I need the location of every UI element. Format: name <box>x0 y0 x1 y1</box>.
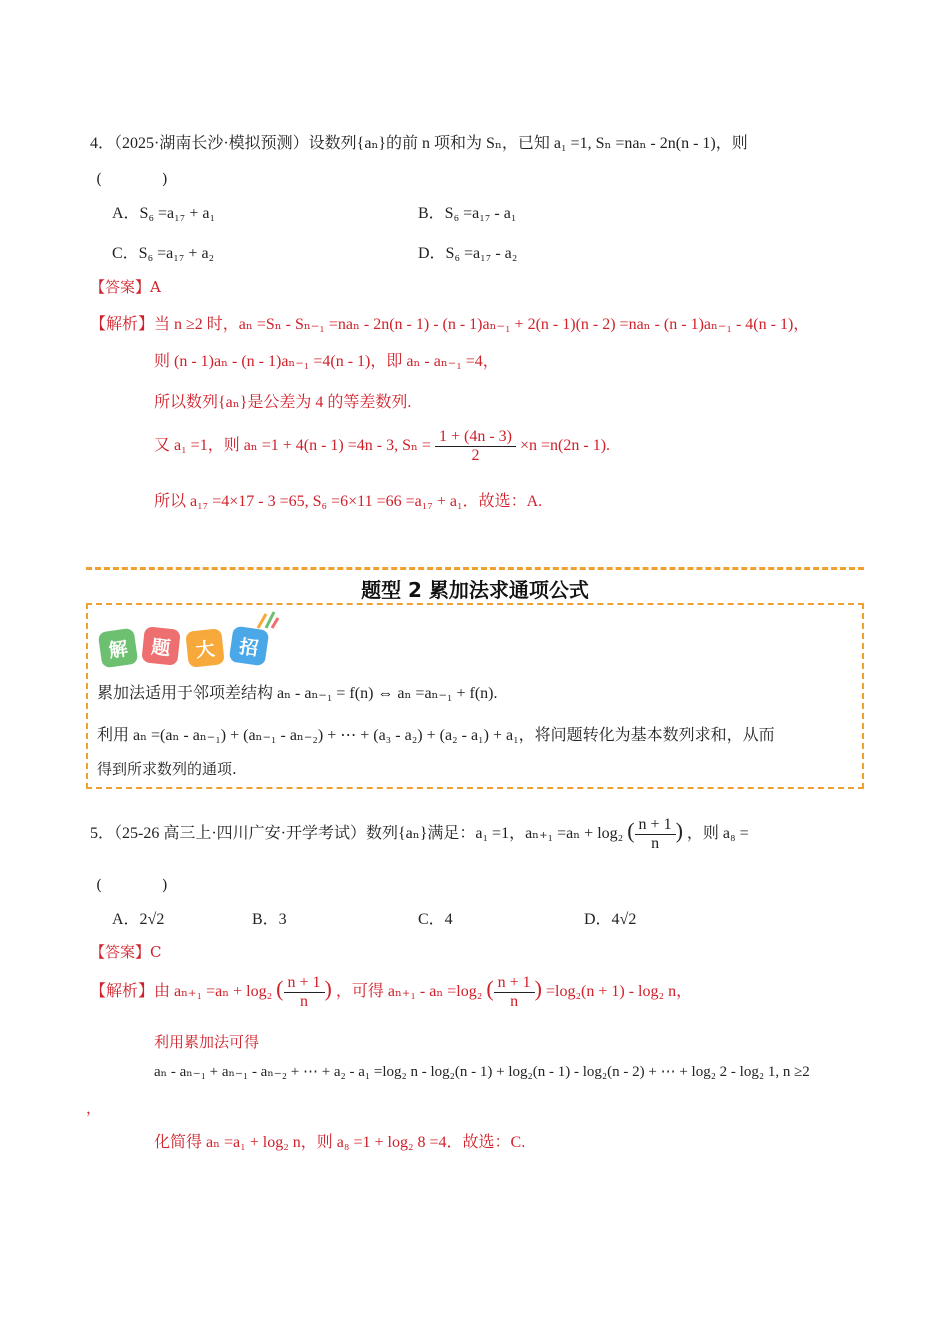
q4-analysis-line-5: 所以 a₁₇ =4×17 - 3 =65, S₆ =6×11 =66 =a₁₇ + a₁．故选：A. <box>154 493 543 510</box>
answer-value: A <box>150 278 161 296</box>
paren-close: ) <box>534 976 542 1002</box>
analysis-text-tail: ×n =n(2n - 1). <box>519 437 611 455</box>
analysis-text: ，可得 aₙ₊₁ - aₙ =log₂ <box>335 983 483 1001</box>
section-top-divider <box>86 567 864 570</box>
analysis-text: 由 aₙ₊₁ =aₙ + log₂ <box>154 983 273 1001</box>
q5-stem-tail: ，则 a₈ = <box>686 825 749 843</box>
paren-open: ( <box>276 976 284 1002</box>
fraction-denominator: n <box>300 993 309 1010</box>
paren-close: ) <box>675 818 683 844</box>
badge-jie: 解 <box>98 628 139 669</box>
q4-option-d: D．S₆ =a₁₇ - a₂ <box>418 245 518 262</box>
tip-line-3: 得到所求数列的通项. <box>97 760 237 778</box>
q5-paren: ( ) <box>96 876 168 894</box>
q4-analysis-line-1 <box>90 311 809 334</box>
fraction-numerator: n + 1 <box>284 974 325 993</box>
q5-analysis-line-1 <box>90 974 692 1011</box>
analysis-text: 又 a₁ =1，则 aₙ =1 + 4(n - 1) =4n - 3, Sₙ = <box>154 437 431 455</box>
answer-value: C <box>150 943 162 961</box>
tip-line-2: 利用 aₙ =(aₙ - aₙ₋₁) + (aₙ₋₁ - aₙ₋₂) + ⋯ + (a₃ - a₂) + (a₂ - a₁) + a₁，将问题转化为基本数列求和，从而 <box>97 727 775 744</box>
analysis-label: 【解析】 <box>90 983 155 1001</box>
q4-answer <box>90 276 161 297</box>
analysis-text: =log₂(n + 1) - log₂ n， <box>546 983 693 1001</box>
q5-option-c: C．4 <box>418 911 453 928</box>
q5-comma: ， <box>86 1099 102 1117</box>
q5-option-a: A．2√2 <box>112 911 165 928</box>
analysis-text: 当 n ≥2 时，aₙ =Sₙ - Sₙ₋₁ =naₙ - 2n(n - 1) - (n - 1)aₙ₋₁ + 2(n - 1)(n - 2) =naₙ - (n - 1)aₙ₋₁ - 4(n - 1)， <box>154 316 810 333</box>
fraction-numerator: n + 1 <box>494 974 535 993</box>
paren-close: ) <box>324 976 332 1002</box>
badge-da: 大 <box>185 628 225 668</box>
q5-analysis-line-4: 化简得 aₙ =a₁ + log₂ n，则 a₈ =1 + log₂ 8 =4．故选：C. <box>154 1134 526 1151</box>
q4-option-a: A．S₆ =a₁₇ + a₁ <box>112 205 216 222</box>
fraction-numerator: n + 1 <box>635 816 676 835</box>
badge-zhao: 招 <box>229 626 270 667</box>
fraction-denominator: n <box>651 835 660 852</box>
q5-analysis-line-3: aₙ - aₙ₋₁ + aₙ₋₁ - aₙ₋₂ + ⋯ + a₂ - a₁ =log₂ n - log₂(n - 1) + log₂(n - 1) - log₂(n - 2) + ⋯ + log₂ 2 - log₂ 1, n ≥2 <box>154 1064 810 1080</box>
q5-answer <box>90 941 162 962</box>
fraction <box>284 974 325 1011</box>
answer-label: 【答案】 <box>90 278 151 296</box>
q4-option-c: C．S₆ =a₁₇ + a₂ <box>112 245 215 262</box>
section-title: 题型 2 累加法求通项公式 <box>361 578 589 602</box>
q4-analysis-line-3: 所以数列{aₙ}是公差为 4 的等差数列. <box>154 394 412 411</box>
q5-stem <box>90 816 749 853</box>
fraction <box>635 816 676 853</box>
q5-option-b: B．3 <box>252 911 287 928</box>
q4-paren: ( ) <box>96 170 168 188</box>
analysis-label: 【解析】 <box>90 316 155 333</box>
fraction-numerator: 1 + (4n - 3) <box>435 428 516 447</box>
fraction-denominator: n <box>510 993 519 1010</box>
q4-analysis-line-2: 则 (n - 1)aₙ - (n - 1)aₙ₋₁ =4(n - 1)，即 aₙ - aₙ₋₁ =4， <box>154 353 499 370</box>
paren-open: ( <box>627 818 635 844</box>
fraction <box>494 974 535 1011</box>
q5-stem-text: 5．（25-26 高三上·四川广安·开学考试）数列{aₙ}满足：a₁ =1，aₙ₊₁ =aₙ + log₂ <box>90 825 624 843</box>
fraction-denominator: 2 <box>471 447 480 464</box>
tip-line-1: 累加法适用于邻项差结构 aₙ - aₙ₋₁ = f(n) ⇔ aₙ =aₙ₋₁ + f(n). <box>97 685 498 702</box>
paren-open: ( <box>486 976 494 1002</box>
q4-analysis-line-4 <box>154 428 610 465</box>
q5-option-d: D．4√2 <box>584 911 637 928</box>
sparkle-icon <box>256 608 280 634</box>
badge-ti: 题 <box>141 626 181 666</box>
answer-label: 【答案】 <box>90 943 151 961</box>
q4-stem: 4．（2025·湖南长沙·模拟预测）设数列{aₙ}的前 n 项和为 Sₙ，已知 a₁ =1, Sₙ =naₙ - 2n(n - 1)，则 <box>90 135 748 152</box>
q5-analysis-line-2: 利用累加法可得 <box>154 1033 260 1051</box>
q4-option-b: B．S₆ =a₁₇ - a₁ <box>418 205 517 222</box>
fraction <box>435 428 516 465</box>
